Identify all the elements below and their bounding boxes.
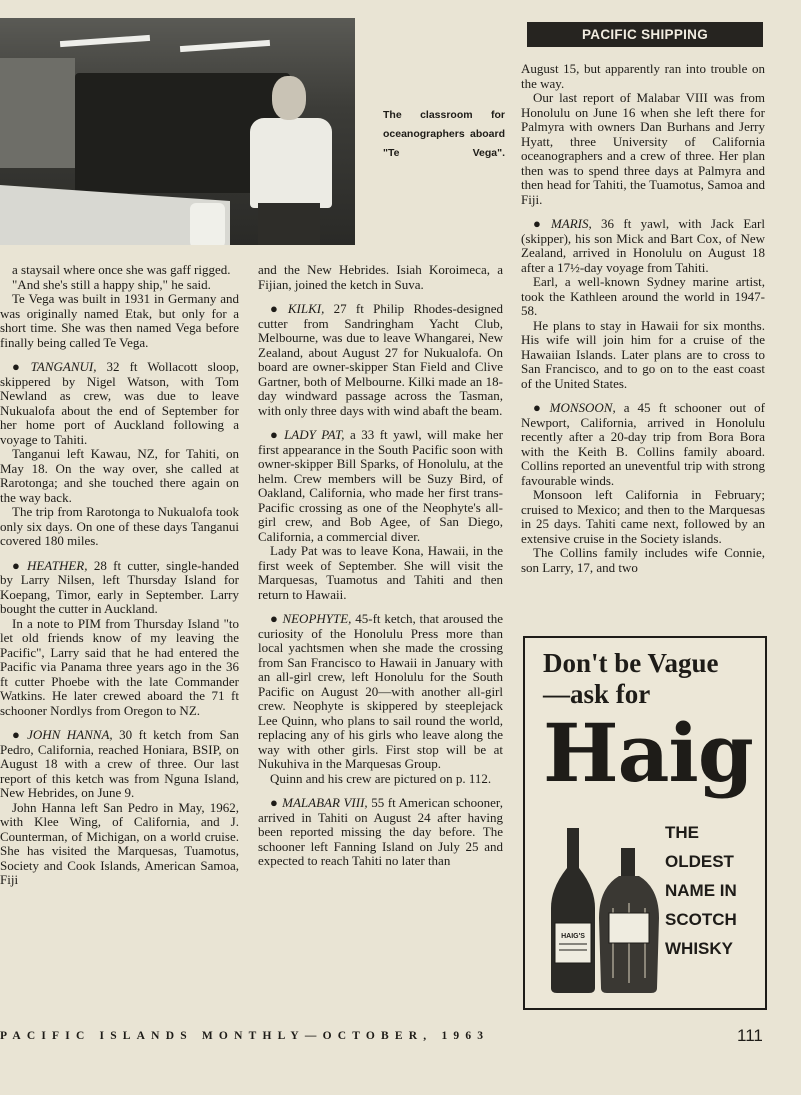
man-legs — [258, 203, 320, 245]
vessel-name: MARIS, — [550, 216, 592, 231]
article-column-2 — [258, 263, 503, 1028]
ad-subheadline: —ask for — [543, 679, 651, 709]
bullet-icon: ● — [270, 301, 284, 316]
paragraph-text: 32 ft Wollacott sloop, skippered by Nigel Watson, with Tom Newland as crew, was due to leave Nukualofa about the end of September for her home port of Auckland following a voyage to Tahiti. — [0, 359, 239, 447]
tagline-line: NAME IN — [665, 881, 737, 900]
article-column-1 — [0, 263, 239, 1028]
vessel-name: TANGANUI, — [30, 359, 97, 374]
ceiling-light — [60, 35, 150, 47]
bullet-icon: ● — [12, 727, 24, 742]
vessel-entry — [521, 401, 765, 488]
paragraph — [521, 62, 765, 91]
whisky-bottle-icon — [547, 828, 599, 993]
paragraph-text: 55 ft American schooner, arrived in Tahiti on August 24 after having been reported missing the day before. The schooner left Fanning Island on July 25 and expected to reach Tahiti no later than — [258, 795, 503, 868]
paragraph-text: 28 ft cutter, single-handed by Larry Nilsen, left Thursday Island for Koepang, Timor, early in September. Larry bought the cutter in Auckland. — [0, 557, 239, 616]
section-banner: PACIFIC SHIPPING — [527, 22, 763, 47]
bottle-label: HAIG'S — [561, 933, 585, 940]
bullet-icon: ● — [533, 216, 547, 231]
man-figure — [250, 118, 332, 208]
paragraph-text: August 15, but apparently ran into trouble on the way. — [521, 62, 765, 91]
ad-tagline — [665, 818, 765, 963]
paragraph — [521, 319, 765, 392]
tagline-line: OLDEST — [665, 852, 734, 871]
paragraph-text: a 33 ft yawl, will make her first appearance in the South Pacific soon with owner-skipper Bill Sparks, of Honolulu, at the helm. Crew members will be Suzy Bird, of Oakland, California, who made her first trans-Pacific crossing as one of the Neophyte's all-girl crew, and Bob Agee, of San Diego, California, a commercial diver. — [258, 427, 503, 544]
tagline-line: THE — [665, 823, 699, 842]
page-number: 111 — [737, 1026, 763, 1045]
photo-caption: The classroom for oceanographers aboard "Te Vega". — [383, 109, 505, 159]
wall-panel — [0, 58, 75, 168]
paragraph — [258, 772, 503, 787]
paragraph-text: 30 ft ketch from San Pedro, California, reached Honiara, BSIP, on August 18 with a crew of three. Our last report of this ketch was from Nguna Island, New Hebrides, on June 9. — [0, 727, 239, 800]
paragraph — [521, 546, 765, 575]
ceiling-light — [180, 40, 270, 52]
paragraph-text: John Hanna left San Pedro in May, 1962, with Klee Wing, of California, and J. Counterman, of Michigan, on a world cruise. She has visited the Marquesas, Tuamotus, Society and Cook Islands, American Samoa, Fiji — [0, 799, 239, 887]
vessel-name: MONSOON, — [549, 400, 616, 415]
bullet-icon: ● — [12, 557, 23, 573]
paragraph-text: 27 ft Philip Rhodes-designed cutter from Sandringham Yacht Club, Melbourne, was due to leave Whangarei, New Zealand, about August 27 for Nukualofa. On board are owner-skipper Stan Field and Clive Gartner, both of Melbourne. Kilki made an 18-day windward passage across the Tasman, with only three days with wind abaft the beam. — [258, 301, 503, 418]
paragraph-text: "And she's still a happy ship," he said. — [12, 276, 211, 292]
tagline-line: SCOTCH — [665, 910, 737, 929]
paragraph — [521, 91, 765, 207]
vessel-entry — [0, 360, 239, 447]
chair — [190, 203, 225, 245]
dimple-bottle-icon — [595, 848, 663, 993]
paragraph — [521, 275, 765, 319]
vessel-entry — [258, 302, 503, 418]
vessel-entry — [258, 428, 503, 544]
paragraph — [0, 447, 239, 505]
bullet-icon: ● — [270, 795, 279, 810]
tagline-line: WHISKY — [665, 939, 733, 958]
paragraph — [0, 292, 239, 350]
paragraph — [258, 263, 503, 292]
paragraph-text: Monsoon left California in February; cruised to Mexico; and then to the Marquesas in 25 days. Tahiti came next, followed by an extensive cruise in the Society islands. — [521, 487, 765, 546]
paragraph-text: The Collins family includes wife Connie, son Larry, 17, and two — [521, 545, 765, 575]
paragraph-text: Our last report of Malabar VIII was from Honolulu on June 16 when she left there for Palmyra with owners Dan Burhans and Jerry Hyatt, three University of California oceanographers and a crew of three. Her plan then was to spend three days at Palmyra and then head for Tahiti, the Tuamotus, Samoa and Fiji. — [521, 90, 765, 207]
paragraph-text: Quinn and his crew are pictured on p. 112. — [270, 770, 492, 786]
vessel-name: MALABAR VIII, — [282, 795, 368, 810]
paragraph — [0, 801, 239, 888]
paragraph-text: a 45 ft schooner out of Newport, California, arrived in Honolulu recently after a 20-day trip from Bora Bora with the Keith B. Collins family aboard. Collins reported an uneventful trip with strong favourable winds. — [521, 400, 765, 488]
paragraph-text: 36 ft yawl, with Jack Earl (skipper), his son Mick and Bart Cox, of New Zealand, arrived in Honolulu on August 18 after a 17½-day voyage from Tahiti. — [521, 216, 765, 275]
paragraph — [521, 488, 765, 546]
vessel-entry — [0, 559, 239, 617]
bullet-icon: ● — [270, 611, 279, 626]
paragraph-text: In a note to PIM from Thursday Island "to let old friends know of my leaving the Pacific", Larry said that he had entered the Pacific via Panama three years ago in the 36 ft cutter Phoebe with the late Commander Watkins. He later crewed aboard the 71 ft schooner Nordlys from Oregon to NZ. — [0, 615, 239, 718]
vessel-name: NEOPHYTE, — [282, 611, 352, 626]
vessel-name: LADY PAT, — [284, 427, 345, 442]
vessel-name: JOHN HANNA, — [27, 727, 113, 742]
vessel-name: HEATHER, — [26, 557, 88, 573]
paragraph — [0, 617, 239, 719]
paragraph-text: 45-ft ketch, that aroused the curiosity of the Honolulu Press more than local yachtsmen when she made the crossing from San Francisco to Hawaii in January with an all-girl crew, left Honolulu for the South Pacific on August 20—with another all-girl crew. Neophyte is skippered by steeplejack Lee Quinn, who plans to sail round the world, replacing any of his girls who leave along the way with other girls. First stop will be at Nukuhiva in the Marquesas Group. — [258, 611, 503, 771]
paragraph — [0, 278, 239, 293]
ad-headline: Don't be Vague — [543, 648, 719, 678]
paragraph-text: a staysail where once she was gaff rigged. — [12, 263, 231, 277]
vessel-entry — [258, 796, 503, 869]
haig-advertisement — [523, 636, 767, 1010]
paragraph-text: Earl, a well-known Sydney marine artist, took the Kathleen around the world in 1947-58. — [521, 274, 765, 318]
paragraph-text: Tanganui left Kawau, NZ, for Tahiti, on May 18. On the way over, she called at Rarotonga; and she touched there again on the way back. — [0, 446, 239, 505]
ad-brand: Haig — [543, 706, 753, 800]
bullet-icon: ● — [12, 359, 27, 374]
paragraph — [258, 544, 503, 602]
bullet-icon: ● — [533, 400, 546, 415]
man-head — [272, 76, 306, 120]
paragraph-text: Lady Pat was to leave Kona, Hawaii, in the first week of September. She will visit the Marquesas, Tuamotus and Tahiti and then return to Hawaii. — [258, 543, 503, 602]
vessel-entry — [0, 728, 239, 801]
paragraph — [0, 505, 239, 549]
vessel-name: KILKI, — [287, 301, 325, 316]
paragraph-text: and the New Hebrides. Isiah Koroimeca, a Fijian, joined the ketch in Suva. — [258, 263, 503, 292]
paragraph-text: The trip from Rarotonga to Nukualofa took only six days. On one of these days Tanganui covered 180 miles. — [0, 504, 239, 548]
bullet-icon: ● — [270, 427, 281, 442]
classroom-photo — [0, 18, 355, 245]
footer-publication: PACIFIC ISLANDS MONTHLY—OCTOBER, 1963 — [0, 1030, 490, 1042]
paragraph-text: Te Vega was built in 1931 in Germany and was originally named Etak, but only for a short time. She was then named Vega before finally being called Te Vega. — [0, 291, 239, 350]
vessel-entry — [521, 217, 765, 275]
article-column-3 — [521, 62, 765, 632]
paragraph-text: He plans to stay in Hawaii for six months. His wife will join him for a cruise of the Hawaiian Islands. Later plans are to cross to San Francisco, and to go on to the east coast of the United States. — [521, 317, 765, 391]
paragraph — [0, 263, 239, 278]
vessel-entry — [258, 612, 503, 772]
